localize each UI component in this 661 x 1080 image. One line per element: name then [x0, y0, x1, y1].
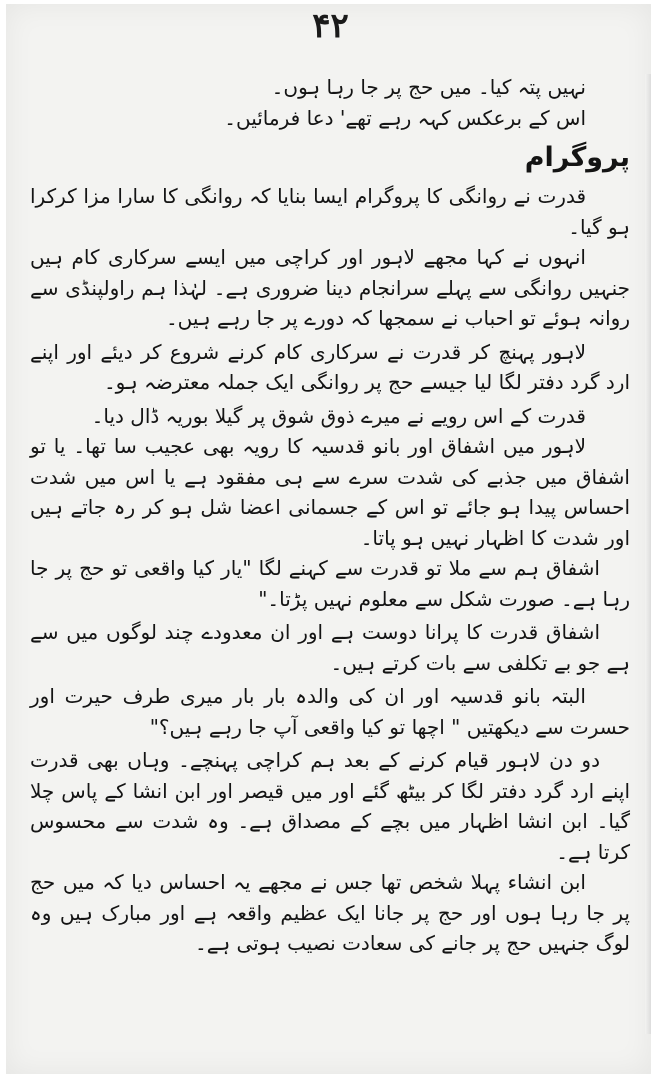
section-heading: پروگرام: [524, 142, 630, 173]
paragraph-10: البتہ بانو قدسیہ اور ان کی والدہ بار بار میری طرف حیرت اور حسرت سے دیکھتیں " اچھا تو کیا واقعی آپ جا رہے ہیں؟": [30, 684, 630, 739]
page-body: [30, 72, 630, 959]
paragraph-1: نہیں پتہ کیا۔ میں حج پر جا رہا ہوں۔: [271, 75, 586, 99]
page-number: ۴۲: [312, 6, 349, 46]
paragraph-6: قدرت کے اس رویے نے میرے ذوق شوق پر گیلا بوریہ ڈال دیا۔: [91, 403, 586, 428]
paragraph-7: لاہور میں اشفاق اور بانو قدسیہ کا رویہ بھی عجیب سا تھا۔ یا تو اشفاق میں جذبے کی شدت سرے سے ہی مفقود ہے یا اس میں شدت احساس پیدا ہو جائے تو اس کے جسمانی اعضا شل ہو کر رہ جاتے ہیں اور شدت کا اظہار نہیں ہو پاتا۔: [30, 434, 630, 550]
paragraph-11: دو دن لاہور قیام کرنے کے بعد ہم کراچی پہنچے۔ وہاں بھی قدرت اپنے ارد گرد دفتر لگا کر بیٹھ گئے اور میں قیصر اور ابن انشا کے پاس چلا گیا۔ ابن انشا اظہار میں بچے کے مصداق ہے۔ وہ شدت سے محسوس کرتا ہے۔: [30, 748, 630, 864]
paragraph-2: اس کے برعکس کہہ رہے تھے' دعا فرمائیں۔: [224, 105, 586, 130]
page-edge-shadow: [645, 74, 651, 1034]
paragraph-5: لاہور پہنچ کر قدرت نے سرکاری کام کرنے شروع کر دیئے اور اپنے ارد گرد دفتر لگا لیا جیسے حج پر روانگی ایک جملہ معترضہ ہو۔: [30, 339, 630, 394]
paragraph-12: ابن انشاء پہلا شخص تھا جس نے مجھے یہ احساس دیا کہ میں حج پر جا رہا ہوں اور حج پر جانا ایک عظیم واقعہ ہے اور مبارک ہیں وہ لوگ جنہیں حج پر جانے کی سعادت نصیب ہوتی ہے۔: [30, 870, 630, 955]
paragraph-8: اشفاق ہم سے ملا تو قدرت سے کہنے لگا "یار کیا واقعی تو حج پر جا رہا ہے۔ صورت شکل سے معلوم نہیں پڑتا۔": [30, 556, 630, 611]
paragraph-4: انہوں نے کہا مجھے لاہور اور کراچی میں ایسے سرکاری کام ہیں جنہیں روانگی سے پہلے سرانجام دینا ضروری ہے۔ لہٰذا ہم راولپنڈی سے روانہ ہوئے تو احباب نے سمجھا کہ دورے پر جا رہے ہیں۔: [30, 245, 630, 330]
paragraph-9: اشفاق قدرت کا پرانا دوست ہے اور ان معدودے چند لوگوں میں سے ہے جو بے تکلفی سے بات کرتے ہیں۔: [30, 620, 630, 675]
paragraph-3: قدرت نے روانگی کا پروگرام ایسا بنایا کہ روانگی کا سارا مزا کرکرا ہو گیا۔: [30, 184, 630, 239]
